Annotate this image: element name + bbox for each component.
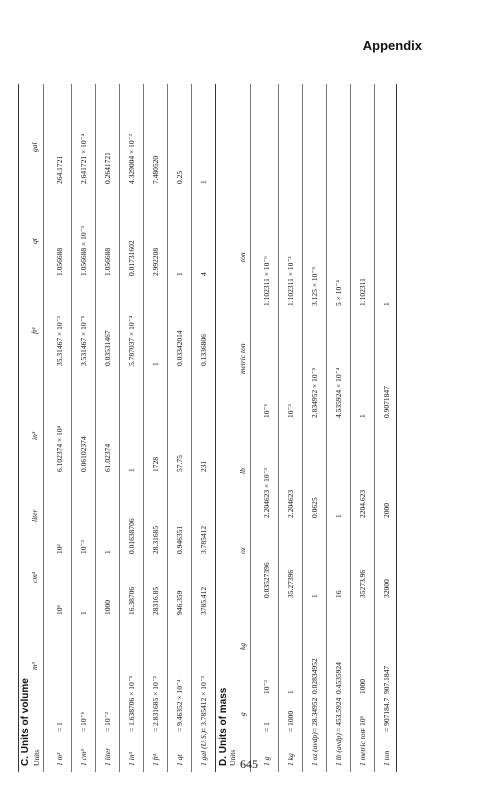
mass-column-header: lb <box>238 468 247 474</box>
volume-cell: 0.01731602 <box>127 240 136 276</box>
mass-cell: 5 × 10⁻⁴ <box>334 280 343 306</box>
volume-cell: 231 <box>199 460 208 472</box>
mass-cell: 1.102311 × 10⁻³ <box>286 256 295 306</box>
mass-cell: = 1000 <box>286 710 295 732</box>
mass-cell: 0.9071847 <box>382 386 391 418</box>
mass-cell: 0.03527396 <box>262 562 271 598</box>
volume-cell: = 10⁻³ <box>103 712 112 732</box>
mass-cell: 35.27396 <box>286 569 295 598</box>
volume-header-rule <box>43 84 44 772</box>
mass-row-unit: 1 ton <box>382 750 391 766</box>
mass-cell: 1 <box>382 302 391 306</box>
volume-cell: 3.785412 <box>199 525 208 554</box>
volume-cell: 57.75 <box>175 455 184 472</box>
volume-cell: 1000 <box>103 600 112 615</box>
mass-cell: 2.204623 <box>286 489 295 518</box>
volume-column-header: liter <box>30 509 39 522</box>
table-bottom-rule <box>396 84 397 772</box>
mass-row-rule <box>374 84 375 772</box>
volume-cell: 264.1721 <box>55 155 64 184</box>
volume-cell: = 1 <box>55 722 64 732</box>
volume-cell: 10⁻³ <box>79 540 88 554</box>
volume-cell: 0.946351 <box>175 525 184 554</box>
volume-row-unit: 1 cm³ <box>79 749 88 766</box>
volume-column-header: m³ <box>30 662 39 670</box>
volume-cell: 0.03531467 <box>103 330 112 366</box>
mass-column-header: g <box>238 712 247 716</box>
mass-cell: 1 <box>310 594 319 598</box>
volume-cell: = 10⁻⁶ <box>79 711 88 732</box>
volume-cell: = 1.638706 × 10⁻⁵ <box>127 675 136 732</box>
mass-cell: 1000 <box>358 679 367 694</box>
mass-row-unit: 1 oz (avdp) <box>310 732 319 766</box>
mass-cell: 35273.96 <box>358 569 367 598</box>
volume-cell: 1 <box>199 180 208 184</box>
volume-cell: 946.359 <box>175 590 184 615</box>
volume-column-header: in³ <box>30 431 39 440</box>
volume-cell: 5.787037 × 10⁻⁴ <box>127 315 136 366</box>
mass-cell: 10⁻³ <box>262 680 271 694</box>
volume-cell: 1.056688 <box>55 247 64 276</box>
volume-bottom-rule <box>215 84 216 772</box>
mass-row-rule <box>350 84 351 772</box>
volume-cell: 3785.412 <box>199 586 208 615</box>
mass-cell: 1 <box>358 414 367 418</box>
volume-cell: 1728 <box>151 457 160 472</box>
volume-cell: 0.1336806 <box>199 334 208 366</box>
volume-row-rule <box>95 84 96 772</box>
volume-cell: 10⁶ <box>55 604 64 615</box>
volume-row-unit: 1 m³ <box>55 752 64 766</box>
volume-row-unit: 1 gal (U.S.) <box>199 731 208 766</box>
volume-cell: 0.06102374 <box>79 436 88 472</box>
mass-cell: 4.535924 × 10⁻⁴ <box>334 367 343 418</box>
volume-column-header: cm³ <box>30 572 39 583</box>
volume-cell: 0.2641721 <box>103 152 112 184</box>
volume-cell: 7.480520 <box>151 155 160 184</box>
table-top-rule <box>18 84 19 772</box>
volume-cell: 1 <box>79 611 88 615</box>
mass-cell: 10⁻³ <box>286 404 295 418</box>
volume-row-unit: 1 ft³ <box>151 753 160 766</box>
volume-cell: 35.31467 × 10⁻³ <box>55 316 64 366</box>
volume-cell: = 2.831685 × 10⁻² <box>151 676 160 732</box>
mass-cell: 2.204623 × 10⁻³ <box>262 468 271 518</box>
volume-column-header: gal <box>30 142 39 152</box>
volume-cell: = 3.785412 × 10⁻³ <box>199 676 208 732</box>
mass-cell: = 28.34952 <box>310 697 319 732</box>
volume-row-unit: 1 in³ <box>127 752 136 766</box>
volume-row-unit: 1 qt <box>175 754 184 766</box>
mass-row-rule <box>326 84 327 772</box>
volume-cell: 1.056688 <box>103 247 112 276</box>
mass-column-header: metric ton <box>238 343 247 374</box>
mass-cell: 0.02834952 <box>310 658 319 694</box>
volume-cell: = 9.46352 × 10⁻⁴ <box>175 679 184 732</box>
mass-row-unit: 1 metric ton <box>358 729 367 766</box>
mass-cell: = 10⁶ <box>358 715 367 732</box>
page-number: 645 <box>240 757 258 771</box>
volume-cell: 4.329004 × 10⁻³ <box>127 134 136 184</box>
volume-cell: 1 <box>103 550 112 554</box>
mass-cell: 2.834952 × 10⁻⁵ <box>310 367 319 418</box>
mass-row-rule <box>302 84 303 772</box>
mass-row-rule <box>278 84 279 772</box>
volume-cell: 6.102374 × 10⁴ <box>55 425 64 472</box>
mass-header-rule <box>250 84 251 772</box>
volume-row-rule <box>119 84 120 772</box>
volume-cell: 2.992208 <box>151 247 160 276</box>
volume-cell: 0.25 <box>175 170 184 184</box>
volume-cell: 28316.85 <box>151 586 160 615</box>
volume-row-unit: 1 liter <box>103 747 112 766</box>
volume-cell: 10³ <box>55 544 64 554</box>
volume-cell: 2.641721 × 10⁻⁴ <box>79 133 88 184</box>
volume-cell: 1 <box>151 362 160 366</box>
volume-cell: 0.03342014 <box>175 330 184 366</box>
volume-column-header: qt <box>30 238 39 244</box>
mass-cell: 907.1847 <box>382 665 391 694</box>
mass-cell: 3.125 × 10⁻⁵ <box>310 267 319 306</box>
mass-column-header: ton <box>238 252 247 262</box>
mass-cell: 0.4535924 <box>334 662 343 694</box>
mass-cell: 32000 <box>382 579 391 598</box>
conversion-tables <box>16 84 391 772</box>
mass-column-header: oz <box>238 547 247 554</box>
volume-cell: 0.01638706 <box>127 518 136 554</box>
volume-row-rule <box>167 84 168 772</box>
volume-cell: 28.31685 <box>151 525 160 554</box>
mass-cell: 1 <box>334 514 343 518</box>
volume-row-rule <box>191 84 192 772</box>
volume-row-rule <box>71 84 72 772</box>
volume-cell: 1 <box>175 272 184 276</box>
volume-cell: 3.531467 × 10⁻⁵ <box>79 315 88 366</box>
running-header: Appendix <box>362 38 422 53</box>
mass-cell: 2000 <box>382 503 391 518</box>
mass-row-unit: 1 lb (avdp) <box>334 733 343 766</box>
mass-cell: 0.0625 <box>310 497 319 518</box>
volume-cell: 1 <box>127 468 136 472</box>
mass-cell: 1.102311 × 10⁻⁶ <box>262 256 271 306</box>
mass-cell: 2204.623 <box>358 489 367 518</box>
mass-cell: = 453.5924 <box>334 697 343 732</box>
volume-row-rule <box>143 84 144 772</box>
volume-cell: 61.02374 <box>103 443 112 472</box>
mass-cell: = 907184.7 <box>382 697 391 732</box>
volume-cell: 4 <box>199 272 208 276</box>
mass-row-unit: 1 kg <box>286 753 295 766</box>
mass-cell: 1 <box>286 690 295 694</box>
mass-column-header: kg <box>238 642 247 650</box>
volume-cell: 16.38706 <box>127 586 136 615</box>
volume-column-header: ft³ <box>30 327 39 334</box>
mass-cell: 16 <box>334 590 343 598</box>
mass-cell: 10⁻⁶ <box>262 403 271 418</box>
mass-title: D. Units of mass <box>218 687 229 766</box>
volume-title: C. Units of volume <box>20 678 31 766</box>
mass-cell: 1.102311 <box>358 278 367 306</box>
volume-cell: 1.056688 × 10⁻³ <box>79 226 88 276</box>
mass-row-unit: 1 g <box>262 756 271 766</box>
mass-cell: = 1 <box>262 722 271 732</box>
volume-units-label: Units <box>32 749 41 766</box>
mass-units-label: Units <box>228 749 237 766</box>
